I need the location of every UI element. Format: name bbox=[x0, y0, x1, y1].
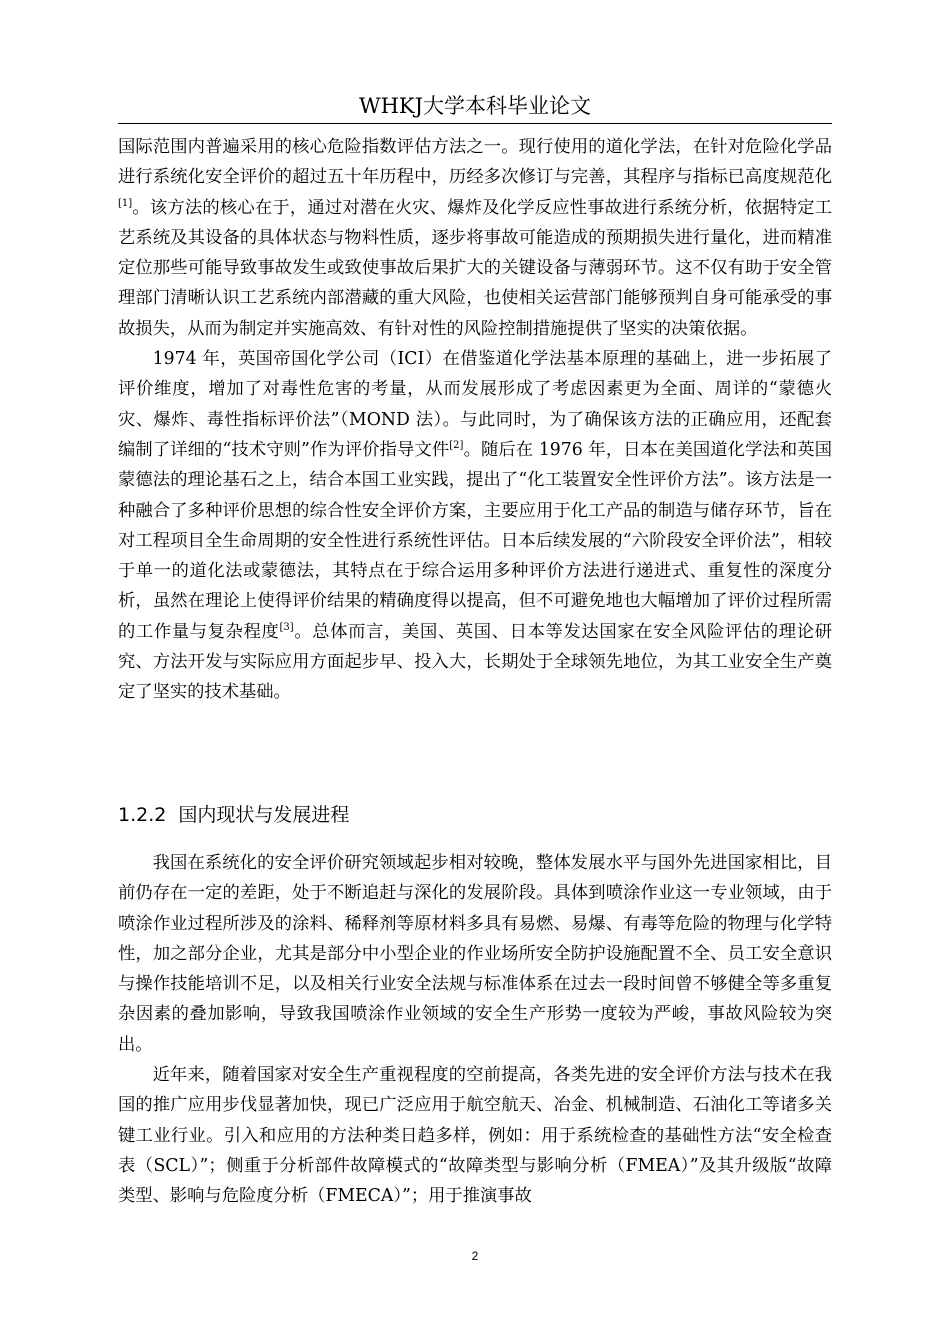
paragraph-domestic-status bbox=[118, 848, 832, 1060]
paragraph-recent-years bbox=[118, 1060, 832, 1211]
paragraph-mond-method bbox=[118, 344, 832, 708]
running-header-title: WHKJ大学本科毕业论文 bbox=[358, 94, 591, 118]
section-number: 1.2.2 bbox=[118, 804, 167, 826]
page-number: 2 bbox=[471, 1249, 479, 1263]
section-title: 国内现状与发展进程 bbox=[178, 804, 350, 826]
paragraph-text: 。总体而言，美国、英国、日本等发达国家在安全风险评估的理论研究、方法开发与实际应用方面起步早、投入大，长期处于全球领先地位，为其工业安全生产奠定了坚实的技术基础。 bbox=[118, 621, 832, 703]
paragraph-text: 国际范围内普遍采用的核心危险指数评估方法之一。现行使用的道化学法，在针对危险化学品进行系统化安全评价的超过五十年历程中，历经多次修订与完善，其程序与指标已高度规范化 bbox=[118, 137, 832, 188]
paragraph-dow-method bbox=[118, 132, 832, 344]
paragraph-text: 1974 年，英国帝国化学公司（ICI）在借鉴道化学法基本原理的基础上，进一步拓展了评价维度，增加了对毒性危害的考量，从而发展形成了考虑因素更为全面、周详的“蒙德火灾、爆炸、毒性指标评价法”（MOND 法）。与此同时，为了确保该方法的正确应用，还配套编制了详细的“技术守则”作为评价指导文件 bbox=[118, 349, 832, 460]
paragraph-text: 。随后在 1976 年，日本在美国道化学法和英国蒙德法的理论基石之上，结合本国工业实践，提出了“化工装置安全性评价方法”。该方法是一种融合了多种评价思想的综合性安全评价方案，主要应用于化工产品的制造与储存环节，旨在对工程项目全生命周期的安全性进行系统性评估。日本后续发展的“六阶段安全评价法”，相较于单一的道化法或蒙德法，其特点在于综合运用多种评价方法进行递进式、重复性的深度分析，虽然在理论上使得评价结果的精确度得以提高，但不可避免地也大幅增加了评价过程所需的工作量与复杂程度 bbox=[118, 439, 832, 642]
citation: [2] bbox=[449, 439, 464, 451]
citation: [3] bbox=[279, 621, 294, 633]
paragraph-text: 。该方法的核心在于，通过对潜在火灾、爆炸及化学反应性事故进行系统分析，依据特定工艺系统及其设备的具体状态与物料性质，逐步将事故可能造成的预期损失进行量化，进而精准定位那些可能导致事故发生或致使事故后果扩大的关键设备与薄弱环节。这不仅有助于安全管理部门清晰认识工艺系统内部潜藏的重大风险，也使相关运营部门能够预判自身可能承受的事故损失，从而为制定并实施高效、有针对性的风险控制措施提供了坚实的决策依据。 bbox=[118, 197, 832, 339]
paragraph-text: 近年来，随着国家对安全生产重视程度的空前提高，各类先进的安全评价方法与技术在我国的推广应用步伐显著加快，现已广泛应用于航空航天、冶金、机械制造、石油化工等诸多关键工业行业。引入和应用的方法种类日趋多样，例如：用于系统检查的基础性方法“安全检查表（SCL）”；侧重于分析部件故障模式的“故障类型与影响分析（FMEA）”及其升级版“故障类型、影响与危险度分析（FMECA）”；用于推演事故 bbox=[118, 1065, 832, 1207]
header-rule bbox=[118, 123, 832, 124]
citation: [1] bbox=[118, 197, 133, 209]
running-header bbox=[0, 92, 950, 120]
section-heading bbox=[118, 800, 832, 830]
body-text-upper bbox=[118, 132, 832, 708]
body-text-lower bbox=[118, 848, 832, 1212]
paragraph-text: 我国在系统化的安全评价研究领域起步相对较晚，整体发展水平与国外先进国家相比，目前仍存在一定的差距，处于不断追赶与深化的发展阶段。具体到喷涂作业这一专业领域，由于喷涂作业过程所涉及的涂料、稀释剂等原材料多具有易燃、易爆、有毒等危险的物理与化学特性，加之部分企业，尤其是部分中小型企业的作业场所安全防护设施配置不全、员工安全意识与操作技能培训不足，以及相关行业安全法规与标准体系在过去一段时间曾不够健全等多重复杂因素的叠加影响，导致我国喷涂作业领域的安全生产形势一度较为严峻，事故风险较为突出。 bbox=[118, 853, 832, 1055]
